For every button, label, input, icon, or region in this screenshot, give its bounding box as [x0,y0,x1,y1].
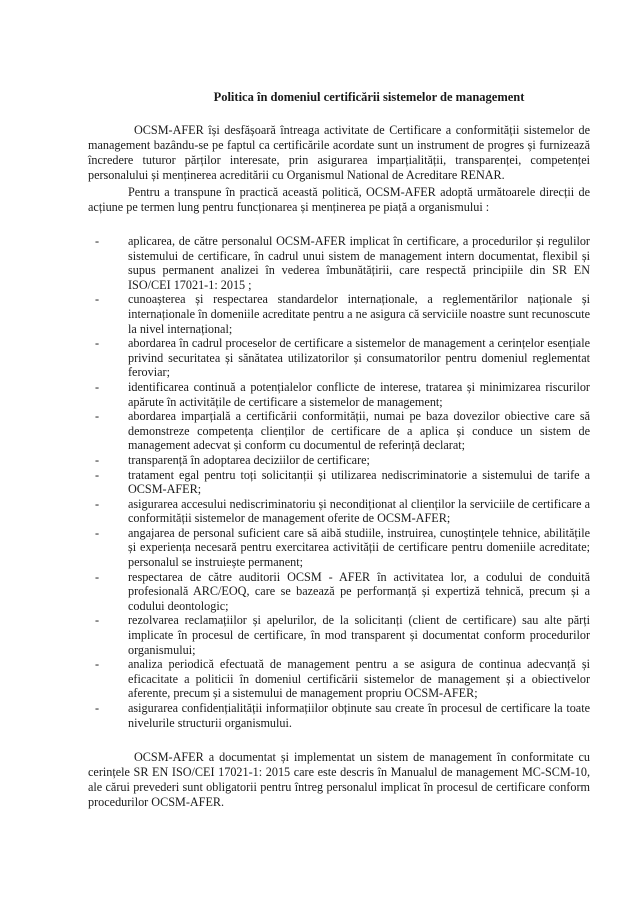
bullet-dash: - [95,336,100,351]
policy-direction-item [95,292,590,336]
bullet-dash: - [95,234,100,248]
policy-direction-text: transparență în adoptarea deciziilor de certificare; [128,452,370,467]
bullet-dash: - [95,701,100,715]
policy-direction-item [95,613,590,657]
policy-direction-text: identificarea continuă a potențialelor conflicte de interese, tratarea și minimizarea riscurilor apărute în activitățile de certificare a sistemelor de management; [128,379,590,409]
policy-directions-list [88,234,590,730]
bullet-dash: - [95,496,100,511]
bullet-dash: - [95,452,100,467]
policy-direction-text: cunoașterea și respectarea standardelor internaționale, a reglementărilor naționale și internaționale în domeniile acreditate pentru a ne asigura că serviciile noastre sunt recunoscute la nivel internațional; [128,292,590,336]
policy-direction-text: angajarea de personal suficient care să aibă studiile, instruirea, cunoștințele tehnice, abilitățile și experiența necesară pentru exercitarea activității de certificare pentru domeniile acreditate; personalul se instruiește permanent; [128,525,590,570]
policy-direction-text: rezolvarea reclamațiilor și apelurilor, de la solicitanți (client de certificare) sau alte părți implicate în procesul de certificare, în mod transparent și documentat conform procedurilor organismului; [128,613,590,657]
policy-direction-text: aplicarea, de către personalul OCSM-AFER implicat în certificare, a procedurilor și regulilor sistemului de certificare, în cadrul unui sistem de management intern documentat, flexibil și supus permanent analizei în vederea îmbunătățirii, care respectă principiile din SR EN ISO/CEI 17021-1: 2015 ; [128,234,590,292]
policy-direction-item [95,467,590,497]
bullet-dash: - [95,292,100,307]
policy-direction-text: asigurarea accesului nediscriminatoriu și necondiționat al clienților la serviciile de certificare a conformității sistemelor de management oferite de OCSM-AFER; [128,496,590,526]
policy-direction-item [95,234,590,292]
policy-direction-item [95,525,590,570]
bullet-dash: - [95,525,100,540]
bullet-dash: - [95,569,100,584]
bullet-dash: - [95,379,100,394]
policy-direction-text: asigurarea confidențialității informațiilor obținute sau create în procesul de certificare la toate nivelurile structurii organismului. [128,701,590,730]
policy-direction-text: respectarea de către auditorii OCSM - AFER în activitatea lor, a codului de conduită profesională ARC/EOQ, care se bazează pe performanță și expertiză tehnică, precum și a codului deontologic; [128,569,590,613]
policy-direction-item [95,452,590,468]
document-title: Politica în domeniul certificării sistemelor de management [213,90,525,104]
direction-intro-paragraph: Pentru a transpune în practică această politică, OCSM-AFER adoptă următoarele direcții de acțiune pe termen lung pentru funcționarea și menținerea pe piață a organismului : [88,185,590,214]
policy-direction-item [95,336,590,380]
policy-direction-item [95,569,590,614]
policy-direction-item [95,409,590,453]
bullet-dash: - [95,409,100,424]
policy-direction-text: tratament egal pentru toți solicitanții și utilizarea nediscriminatorie a sistemului de tarife a OCSM-AFER; [128,467,590,497]
bullet-dash: - [95,613,100,628]
bullet-dash: - [95,467,100,482]
intro-paragraph: OCSM-AFER își desfășoară întreaga activitate de Certificare a conformității sistemelor de management bazându-se pe faptul ca certificările acordate sunt un instrument de progres și furnizează încredere tuturor părților interesate, prin asigurarea imparțialității, transparenței, competenței personalului și menținerea acreditării cu Organismul National de Acreditare RENAR. [88,123,590,182]
closing-paragraph: OCSM-AFER a documentat și implementat un sistem de management în conformitate cu cerințele SR EN ISO/CEI 17021-1: 2015 care este descris în Manualul de management MC-SCM-10, ale cărui prevederi sunt obligatorii pentru întreg personalul implicat în procesul de certificare conform procedurilor OCSM-AFER. [88,750,590,810]
policy-direction-item [95,379,590,409]
policy-direction-item [95,701,590,730]
policy-direction-item [95,496,590,526]
policy-direction-text: abordarea în cadrul proceselor de certificare a sistemelor de management a cerințelor esențiale privind securitatea și sănătatea utilizatorilor și consumatorilor pentru domeniul reglementat feroviar; [128,336,590,380]
policy-direction-text: analiza periodică efectuată de management pentru a se asigura de continua adecvanță și eficacitate a politicii în domeniul certificării sistemelor de management și a obiectivelor aferente, precum și a sistemului de management propriu OCSM-AFER; [128,657,590,701]
policy-direction-item [95,657,590,701]
bullet-dash: - [95,657,100,672]
policy-direction-text: abordarea imparțială a certificării conformității, numai pe baza dovezilor obiective care să demonstreze competența clienților de certificare de a aplica și conduce un sistem de management adecvat și conform cu documentul de referință declarat; [128,409,590,453]
